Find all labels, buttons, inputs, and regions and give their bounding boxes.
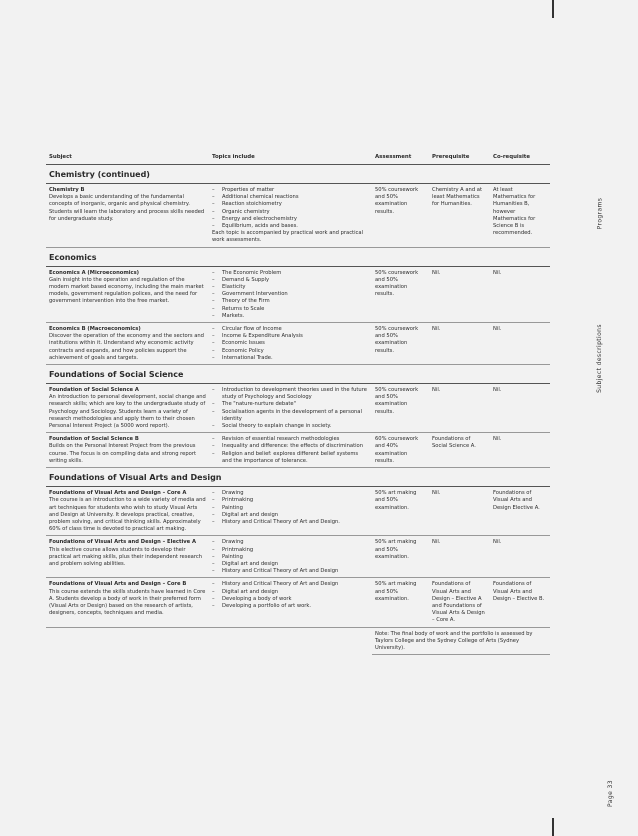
- topics-list: [212, 187, 369, 230]
- topic-item: – Digital art and design: [212, 589, 369, 596]
- section-header-row: [46, 468, 550, 487]
- topic-item: – Theory of the Firm: [212, 298, 369, 305]
- table-row: [46, 578, 550, 627]
- section-header-row: [46, 365, 550, 384]
- topics-list: [212, 436, 369, 465]
- topic-item: – Inequality and difference: the effects of discrimination: [212, 443, 369, 450]
- topics-cell: [209, 184, 372, 248]
- table-body: [46, 165, 550, 655]
- prerequisite-cell: Foundations of Visual Arts and Design – Elective A and Foundations of Visual Arts & Design – Core A.: [429, 578, 490, 627]
- prerequisite-cell: Nil.: [429, 487, 490, 536]
- topics-cell: [209, 536, 372, 578]
- note-spacer: [46, 627, 372, 655]
- corequisite-cell: Nil.: [490, 323, 550, 365]
- topics-cell: [209, 266, 372, 322]
- subject-cell: [46, 266, 209, 322]
- subject-name: Foundation of Social Science B: [49, 436, 139, 443]
- topic-item: – Religion and belief: explores different belief systems and the importance of tolerance.: [212, 451, 369, 465]
- subject-name: Foundation of Social Science A: [49, 387, 139, 394]
- corequisite-cell: Foundations of Visual Arts and Design – Elective B.: [490, 578, 550, 627]
- subject-cell: [46, 578, 209, 627]
- prerequisite-cell: Nil.: [429, 384, 490, 433]
- table-row: [46, 487, 550, 536]
- topic-item: – Economic Issues: [212, 340, 369, 347]
- subject-description: Builds on the Personal Interest Project from the previous course. The focus is on compiling data and strong report writing skills.: [49, 443, 196, 464]
- subject-name: Economics B (Macroeconomics): [49, 326, 141, 333]
- side-label-programs: Programs: [596, 197, 604, 230]
- subject-cell: [46, 323, 209, 365]
- subject-name: Chemistry B: [49, 187, 85, 193]
- topic-item: – Government Intervention: [212, 291, 369, 298]
- subject-description: Gain insight into the operation and regulation of the modern market based economy, including the main market models, government regulation polices, and the need for government intervention into the free market.: [49, 276, 204, 305]
- topic-item: – Drawing: [212, 539, 369, 546]
- prerequisite-cell: Nil.: [429, 323, 490, 365]
- topics-list: [212, 539, 369, 575]
- table-row: [46, 433, 550, 468]
- subject-description: Discover the operation of the economy and the sectors and institutions within it. Understand why economic activity contracts and expands, and how policies support the achievement of goals and targets.: [49, 333, 204, 361]
- topics-cell: [209, 384, 372, 433]
- topic-item: – Markets.: [212, 313, 369, 320]
- topic-item: – Painting: [212, 505, 369, 512]
- topic-item: – Social theory to explain change in society.: [212, 423, 369, 430]
- topic-item: – History and Critical Theory of Art and Design: [212, 568, 369, 575]
- subject-name: Foundations of Visual Arts and Design – Core A: [49, 490, 187, 497]
- topic-item: – Drawing: [212, 490, 369, 497]
- topics-list: [212, 326, 369, 362]
- section-title: Foundations of Visual Arts and Design: [46, 468, 550, 487]
- corequisite-cell: Nil.: [490, 266, 550, 322]
- subject-name: Foundations of Visual Arts and Design – Core B: [49, 581, 187, 588]
- topic-item: – Economic Policy: [212, 348, 369, 355]
- page-number: Page 33: [607, 780, 615, 807]
- table-row: [46, 384, 550, 433]
- topic-item: – Returns to Scale: [212, 306, 369, 313]
- header-assessment: Assessment: [372, 152, 429, 165]
- section-title: Chemistry (continued): [46, 165, 550, 184]
- topics-cell: [209, 323, 372, 365]
- topic-item: – Additional chemical reactions: [212, 194, 369, 201]
- subject-description: The course is an introduction to a wide variety of media and art techniques for students who wish to study Visual Arts and Design at University. It develops practical, creative, problem solving, and critical thinking skills. Approximately 60% of class time is devoted to practical art making.: [49, 497, 206, 533]
- section-header-row: [46, 247, 550, 266]
- topic-item: – The Economic Problem: [212, 270, 369, 277]
- top-divider-bar: [552, 0, 554, 18]
- assessment-cell: 60% coursework and 40% examination results.: [372, 433, 429, 468]
- topic-item: – Energy and electrochemistry: [212, 216, 369, 223]
- assessment-cell: 50% coursework and 50% examination results.: [372, 384, 429, 433]
- topic-item: – The "nature-nurture debate": [212, 401, 369, 408]
- assessment-cell: 50% coursework and 50% examination results.: [372, 266, 429, 322]
- section-title: Economics: [46, 247, 550, 266]
- table-row: [46, 184, 550, 248]
- topic-item: – Developing a portfolio of art work.: [212, 603, 369, 610]
- section-header-row: [46, 165, 550, 184]
- subject-description: This course extends the skills students have learned in Core A. Students develop a body of work in their preferred form (Visual Arts or Design) based on the research of artists, designers, concepts, techniques and media.: [49, 588, 206, 617]
- subject-cell: [46, 184, 209, 248]
- topic-item: – History and Critical Theory of Art and Design.: [212, 519, 369, 526]
- table-row: [46, 323, 550, 365]
- assessment-cell: 50% coursework and 50% examination results.: [372, 184, 429, 248]
- topics-note: Each topic is accompanied by practical work and practical work assessments.: [212, 230, 364, 244]
- header-corequisite: Co-requisite: [490, 152, 550, 165]
- topics-cell: [209, 487, 372, 536]
- table-row: [46, 536, 550, 578]
- topics-cell: [209, 578, 372, 627]
- topic-item: – Printmaking: [212, 497, 369, 504]
- subject-description: Develops a basic understanding of the fundamental concepts of inorganic, organic and physical chemistry. Students will learn the laboratory and process skills needed for undergraduate study.: [49, 194, 205, 222]
- section-title: Foundations of Social Science: [46, 365, 550, 384]
- topic-item: – Properties of matter: [212, 187, 369, 194]
- assessment-cell: 50% art making and 50% examination.: [372, 578, 429, 627]
- subject-cell: [46, 487, 209, 536]
- topic-item: – Organic chemistry: [212, 209, 369, 216]
- topic-item: – Introduction to development theories used in the future study of Psychology and Sociology: [212, 387, 369, 401]
- topic-item: – Circular flow of Income: [212, 326, 369, 333]
- corequisite-cell: At least Mathematics for Humanities B, however Mathematics for Science B is recommended.: [490, 184, 550, 248]
- corequisite-cell: Nil.: [490, 536, 550, 578]
- topic-item: – Digital art and design: [212, 561, 369, 568]
- subjects-table: [46, 152, 550, 655]
- topic-item: – International Trade.: [212, 355, 369, 362]
- assessment-cell: 50% coursework and 50% examination results.: [372, 323, 429, 365]
- header-prerequisite: Prerequisite: [429, 152, 490, 165]
- header-topics: Topics include: [209, 152, 372, 165]
- topic-item: – Demand & Supply: [212, 277, 369, 284]
- topic-item: – Painting: [212, 554, 369, 561]
- corequisite-cell: Nil.: [490, 433, 550, 468]
- topics-list: [212, 581, 369, 610]
- topic-item: – History and Critical Theory of Art and Design: [212, 581, 369, 588]
- subject-cell: [46, 536, 209, 578]
- note-row: [46, 627, 550, 655]
- subject-name: Foundations of Visual Arts and Design – Elective A: [49, 539, 196, 546]
- note-text: Note: The final body of work and the portfolio is assessed by Taylors College and the Sydney College of Arts (Sydney University).: [372, 627, 550, 655]
- subject-name: Economics A (Microeconomics): [49, 269, 140, 276]
- prerequisite-cell: Chemistry A and at least Mathematics for Humanities.: [429, 184, 490, 248]
- topics-list: [212, 270, 369, 320]
- topic-item: – Digital art and design: [212, 512, 369, 519]
- table-row: [46, 266, 550, 322]
- assessment-cell: 50% art making and 50% examination.: [372, 487, 429, 536]
- topic-item: – Printmaking: [212, 547, 369, 554]
- topics-list: [212, 387, 369, 430]
- subject-cell: [46, 384, 209, 433]
- topic-item: – Revision of essential research methodologies: [212, 436, 369, 443]
- subject-cell: [46, 433, 209, 468]
- subject-description: An introduction to personal development, social change and research skills; which are key to the undergraduate study of Psychology and Sociology. Students learn a variety of research methodologies and apply them to their chosen Personal Interest Project (a 5000 word report).: [49, 394, 206, 430]
- corequisite-cell: Foundations of Visual Arts and Design Elective A.: [490, 487, 550, 536]
- side-label-subject-descriptions: Subject descriptions: [596, 324, 604, 393]
- topics-cell: [209, 433, 372, 468]
- topic-item: – Developing a body of work: [212, 596, 369, 603]
- prerequisite-cell: Nil.: [429, 266, 490, 322]
- topic-item: – Socialisation agents in the development of a personal identity: [212, 409, 369, 423]
- topic-item: – Reaction stoichiometry: [212, 201, 369, 208]
- topic-item: – Equilibrium, acids and bases.: [212, 223, 369, 230]
- table-header-row: [46, 152, 550, 165]
- prerequisite-cell: Foundations of Social Science A.: [429, 433, 490, 468]
- bottom-divider-bar: [552, 818, 554, 836]
- corequisite-cell: Nil.: [490, 384, 550, 433]
- header-subject: Subject: [46, 152, 209, 165]
- prerequisite-cell: Nil.: [429, 536, 490, 578]
- topic-item: – Income & Expenditure Analysis: [212, 333, 369, 340]
- subject-description: This elective course allows students to develop their practical art making skills, plus their independent research and problem solving abilities.: [49, 546, 202, 567]
- topics-list: [212, 490, 369, 526]
- topic-item: – Elasticity: [212, 284, 369, 291]
- assessment-cell: 50% art making and 50% examination.: [372, 536, 429, 578]
